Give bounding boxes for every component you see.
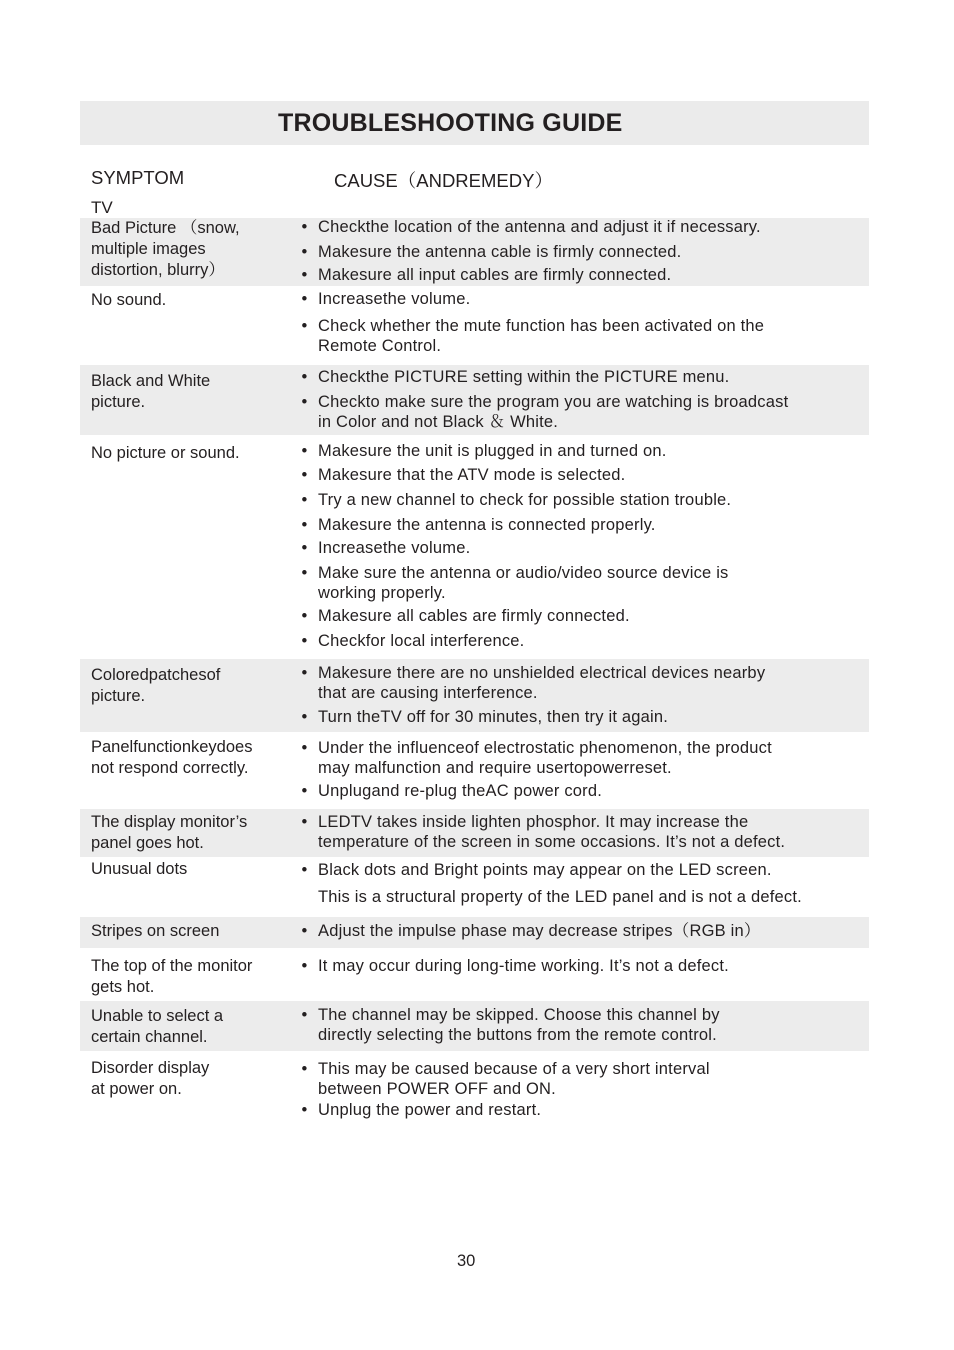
table-row (80, 948, 869, 1001)
cause-item (302, 290, 882, 310)
cause-item (302, 957, 882, 977)
bullet-icon: • (301, 564, 308, 582)
symptom-cell (91, 812, 291, 854)
cause-text: temperature of the screen in some occasions. It’s not a defect. (318, 832, 786, 851)
bullet-icon: • (301, 922, 308, 940)
symptom-cell (91, 290, 291, 311)
cause-text: Under the influenceof electrostatic phenomenon, the product (318, 739, 772, 757)
bullet-icon: • (301, 861, 308, 879)
symptom-text: certain channel. (91, 1028, 208, 1046)
symptom-text: The display monitor’s (91, 813, 248, 831)
cause-item (302, 516, 882, 536)
page-number: 30 (457, 1252, 476, 1270)
cause-item (302, 218, 882, 238)
cause-item (302, 861, 882, 908)
cause-text: Check whether the mute function has been activated on the (318, 317, 765, 335)
cause-item (302, 664, 882, 703)
bullet-icon: • (301, 1101, 308, 1119)
table-row (80, 809, 869, 857)
cause-text: Increasethe volume. (318, 539, 471, 557)
symptom-text: panel goes hot. (91, 834, 204, 852)
cause-text: Makesure there are no unshielded electrical devices nearby (318, 664, 766, 682)
cause-text: Makesure all cables are firmly connected. (318, 607, 630, 625)
cause-text: LEDTV takes inside lighten phosphor. It may increase the (318, 813, 749, 831)
symptom-text: Black and White (91, 372, 211, 390)
cause-text: Try a new channel to check for possible station trouble. (318, 491, 732, 509)
cause-text: Adjust the impulse phase may decrease stripes（RGB in） (318, 922, 761, 940)
cause-text: Make sure the antenna or audio/video source device is (318, 564, 729, 582)
cause-item (302, 632, 882, 652)
symptom-cell (91, 665, 291, 707)
cause-item (302, 1006, 882, 1045)
cause-item (302, 442, 882, 462)
table-row (80, 732, 869, 809)
table-row (80, 857, 869, 917)
symptom-text: at power on. (91, 1080, 182, 1098)
cause-text: between POWER OFF and ON. (318, 1079, 556, 1098)
symptom-cell (91, 956, 291, 998)
symptom-text: No sound. (91, 291, 167, 309)
cause-text: Unplug the power and restart. (318, 1101, 542, 1119)
symptom-cell (91, 443, 291, 464)
table-row (80, 917, 869, 948)
bullet-icon: • (301, 317, 308, 335)
cause-text: Checkthe location of the antenna and adjust it if necessary. (318, 218, 761, 236)
symptom-text: Disorder display (91, 1059, 210, 1077)
symptom-cell (91, 1058, 291, 1100)
bullet-icon: • (301, 664, 308, 682)
cause-item (302, 466, 882, 486)
page-title: TROUBLESHOOTING GUIDE (278, 109, 623, 137)
symptom-text: picture. (91, 393, 146, 411)
cause-text: Checkto make sure the program you are watching is broadcast (318, 393, 789, 411)
bullet-icon: • (301, 607, 308, 625)
cause-text: Black dots and Bright points may appear on the LED screen. (318, 861, 772, 879)
cause-item (302, 922, 882, 942)
cause-text: Turn theTV off for 30 minutes, then try it again. (318, 708, 669, 726)
bullet-icon: • (301, 632, 308, 650)
bullet-icon: • (301, 290, 308, 308)
cause-text: Remote Control. (318, 336, 442, 355)
cause-item (302, 1060, 882, 1099)
cause-text: It may occur during long-time working. It’s not a defect. (318, 957, 729, 975)
symptom-text: Unusual dots (91, 860, 188, 878)
cause-text: This is a structural property of the LED panel and is not a defect. (318, 888, 802, 906)
symptom-text: multiple images (91, 240, 206, 258)
cause-item (302, 708, 882, 728)
cause-text: This may be caused because of a very short interval (318, 1060, 710, 1078)
bullet-icon: • (301, 368, 308, 386)
table-row (80, 1001, 869, 1051)
cause-item (302, 393, 882, 432)
table-row (80, 365, 869, 435)
bullet-icon: • (301, 393, 308, 411)
symptom-text: No picture or sound. (91, 444, 240, 462)
cause-text: working properly. (318, 583, 446, 602)
symptom-cell (91, 371, 291, 413)
cause-item (302, 317, 882, 356)
symptom-cell (91, 921, 291, 942)
symptom-text: The top of the monitor (91, 957, 253, 975)
cause-text: The channel may be skipped. Choose this channel by (318, 1006, 720, 1024)
cause-item (302, 782, 882, 802)
bullet-icon: • (301, 516, 308, 534)
cause-text: Makesure that the ATV mode is selected. (318, 466, 626, 484)
cause-text: Checkfor local interference. (318, 632, 525, 650)
symptom-text: Bad Picture （snow, (91, 219, 240, 237)
symptom-cell (91, 1006, 291, 1048)
cause-item (302, 368, 882, 388)
cause-item (302, 813, 882, 852)
symptom-cell (91, 859, 291, 880)
bullet-icon: • (301, 442, 308, 460)
cause-text: Makesure the antenna is connected properly. (318, 516, 656, 534)
bullet-icon: • (301, 813, 308, 831)
cause-item (302, 564, 882, 603)
table-row (80, 218, 869, 286)
cause-text: in Color and not Black ＆ White. (318, 412, 559, 431)
bullet-icon: • (301, 1060, 308, 1078)
cause-text: Makesure all input cables are firmly connected. (318, 266, 672, 284)
cause-item (302, 491, 882, 511)
cause-item (302, 1101, 882, 1121)
bullet-icon: • (301, 539, 308, 557)
bullet-icon: • (301, 782, 308, 800)
symptom-text: distortion, blurry） (91, 261, 225, 279)
cause-text: Makesure the unit is plugged in and turned on. (318, 442, 667, 460)
bullet-icon: • (301, 243, 308, 261)
table-row (80, 286, 869, 365)
cause-text: Checkthe PICTURE setting within the PICTURE menu. (318, 368, 730, 386)
cause-item (302, 266, 882, 286)
cause-text: Unplugand re-plug theAC power cord. (318, 782, 602, 800)
cause-text: Increasethe volume. (318, 290, 471, 308)
cause-text: directly selecting the buttons from the remote control. (318, 1025, 717, 1044)
cause-text: that are causing interference. (318, 683, 538, 702)
table-row (80, 1051, 869, 1131)
cause-item (302, 607, 882, 627)
symptom-text: gets hot. (91, 978, 155, 996)
table-row (80, 435, 869, 659)
table-row (80, 659, 869, 732)
bullet-icon: • (301, 491, 308, 509)
bullet-icon: • (301, 739, 308, 757)
cause-item (302, 243, 882, 263)
bullet-icon: • (301, 1006, 308, 1024)
bullet-icon: • (301, 218, 308, 236)
title-bar (80, 101, 869, 145)
symptom-text: picture. (91, 687, 146, 705)
bullet-icon: • (301, 266, 308, 284)
symptom-text: Panelfunctionkeydoes (91, 738, 253, 756)
cause-text: Makesure the antenna cable is firmly connected. (318, 243, 682, 261)
symptom-cell (91, 737, 291, 779)
symptom-cell (91, 218, 291, 281)
category-label: TV (91, 198, 113, 217)
cause-item (302, 539, 882, 559)
bullet-icon: • (301, 708, 308, 726)
symptom-column-header: SYMPTOM (91, 167, 185, 188)
symptom-text: Stripes on screen (91, 922, 220, 940)
cause-item (302, 739, 882, 778)
symptom-text: not respond correctly. (91, 759, 249, 777)
cause-text: may malfunction and require usertopowerreset. (318, 758, 672, 777)
bullet-icon: • (301, 957, 308, 975)
cause-column-header: CAUSE（ANDREMEDY） (334, 170, 553, 191)
symptom-text: Unable to select a (91, 1007, 224, 1025)
symptom-text: Coloredpatchesof (91, 666, 221, 684)
bullet-icon: • (301, 466, 308, 484)
